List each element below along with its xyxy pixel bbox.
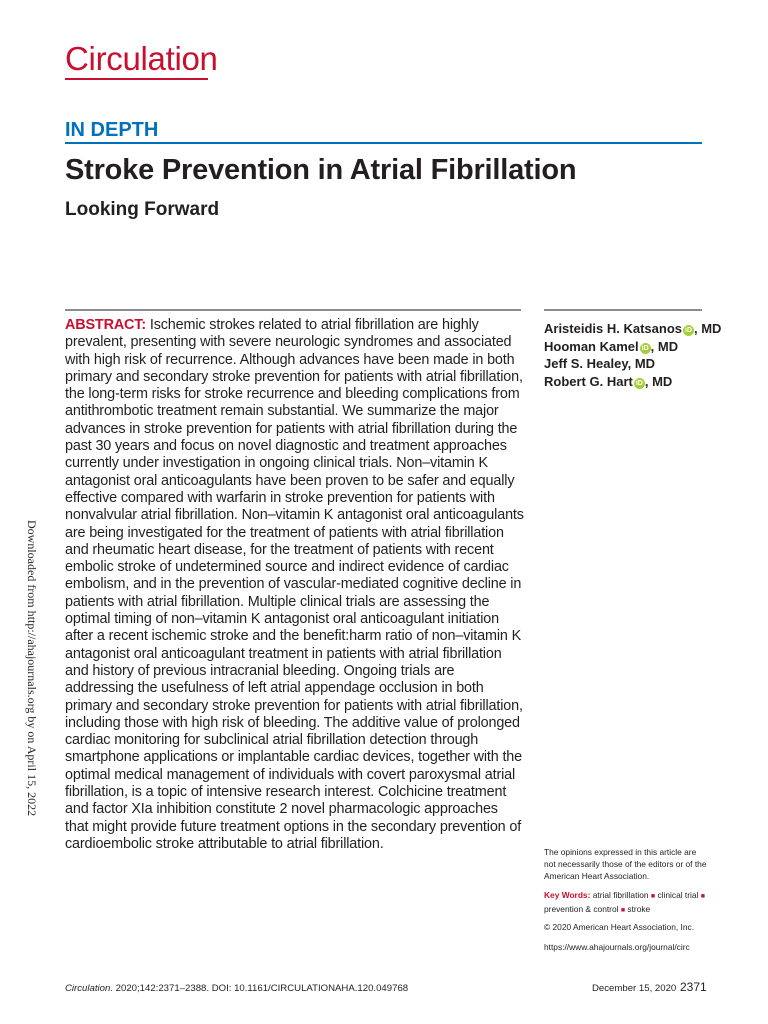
author-name: Robert G. Hart: [544, 373, 633, 389]
opinion-note: The opinions expressed in this article are not necessarily those of the editors or of the American Heart Association.: [544, 847, 707, 881]
article-subtitle: Looking Forward: [65, 199, 220, 220]
footer-doi: 2020;142:2371–2388. DOI: 10.1161/CIRCULATIONAHA.120.049768: [113, 983, 409, 994]
keywords-label: Key Words:: [544, 890, 591, 900]
author-3[interactable]: [544, 355, 714, 373]
journal-name: Circulation: [65, 40, 218, 77]
author-name: Hooman Kamel: [544, 338, 639, 354]
orcid-icon[interactable]: iD: [685, 327, 692, 334]
section-rule: [65, 142, 702, 144]
orcid-icon[interactable]: iD: [641, 344, 649, 352]
keyword-separator: ■: [650, 893, 656, 900]
footer-citation: [65, 983, 408, 994]
author-degree: , MD: [627, 356, 656, 371]
author-1[interactable]: [544, 320, 722, 338]
footer-journal: Circulation.: [65, 983, 113, 994]
keyword: prevention & control: [544, 904, 619, 914]
author-2[interactable]: [544, 338, 714, 356]
author-name: Aristeidis H. Katsanos: [544, 321, 682, 336]
author-name: Jeff S. Healey: [544, 356, 628, 371]
orcid-icon[interactable]: iD: [635, 379, 643, 387]
keyword-separator: ■: [620, 907, 626, 914]
keyword: clinical trial: [657, 890, 699, 900]
author-degree: , MD: [650, 338, 679, 354]
section-label: IN DEPTH: [65, 119, 159, 141]
copyright: © 2020 American Heart Association, Inc.: [544, 922, 695, 932]
footer-date: December 15, 2020: [592, 983, 677, 994]
journal-url[interactable]: https://www.ahajournals.org/journal/circ: [544, 942, 690, 952]
authors-divider: [544, 309, 702, 311]
abstract: [65, 317, 525, 853]
page-number: 2371: [680, 980, 707, 994]
article-title: Stroke Prevention in Atrial Fibrillation: [65, 154, 577, 186]
abstract-label: ABSTRACT:: [65, 317, 146, 333]
author-degree: , MD: [644, 373, 673, 389]
keyword: atrial fibrillation: [592, 890, 649, 900]
author-degree: , MD: [694, 321, 722, 336]
author-4[interactable]: [544, 373, 714, 391]
abstract-divider: [65, 309, 521, 311]
keyword: stroke: [627, 904, 651, 914]
keywords: [544, 889, 710, 917]
journal-underline: [65, 78, 208, 80]
keyword-separator: ■: [700, 893, 705, 900]
author-list: [544, 320, 722, 390]
download-sidebar: Downloaded from http://ahajournals.org by on April 15, 2022: [25, 520, 39, 817]
abstract-text: Ischemic strokes related to atrial fibrillation are highly prevalent, presenting with severe neurologic syndromes and associated with high risk of recurrence. Although advances have been made in both primary and secondary stroke prevention for patients with atrial fibrillation, the long-term risks for stroke recurrence and bleeding complications from antithrombotic treatment remain substantial. We summarize the major advances in stroke prevention for patients with atrial fibrillation during the past 30 years and focus on novel diagnostic and treatment approaches currently under investigation in ongoing clinical trials. Non–vitamin K antagonist oral anticoagulants have been proven to be safer and equally effective compared with warfarin in stroke prevention for patients with nonvalvular atrial fibrillation. Non–vitamin K antagonist oral anticoagulants are being investigated for the treatment of patients with atrial fibrillation and rheumatic heart disease, for the treatment of patients with recent embolic stroke of undetermined source and indirect evidence of cardiac embolism, and in the prevention of vascular-mediated cognitive decline in patients with atrial fibrillation. Multiple clinical trials are assessing the optimal timing of non–vitamin K antagonist oral anticoagulant initiation after a recent ischemic stroke and the benefit:harm ratio of non–vitamin K antagonist oral anticoagulant treatment in patients with atrial fibrillation and history of previous intracranial bleeding. Ongoing trials are addressing the usefulness of left atrial appendage occlusion in both primary and secondary stroke prevention for patients with atrial fibrillation, including those with high risk of bleeding. The additive value of prolonged cardiac monitoring for subclinical atrial fibrillation detection through smartphone applications or implantable cardiac devices, together with the optimal medical management of individuals with covert paroxysmal atrial fibrillation, is a topic of intensive research interest. Colchicine treatment and factor XIa inhibition constitute 2 novel pharmacologic approaches that might provide future treatment options in the secondary prevention of cardioembolic stroke attributable to atrial fibrillation.: [65, 317, 524, 852]
